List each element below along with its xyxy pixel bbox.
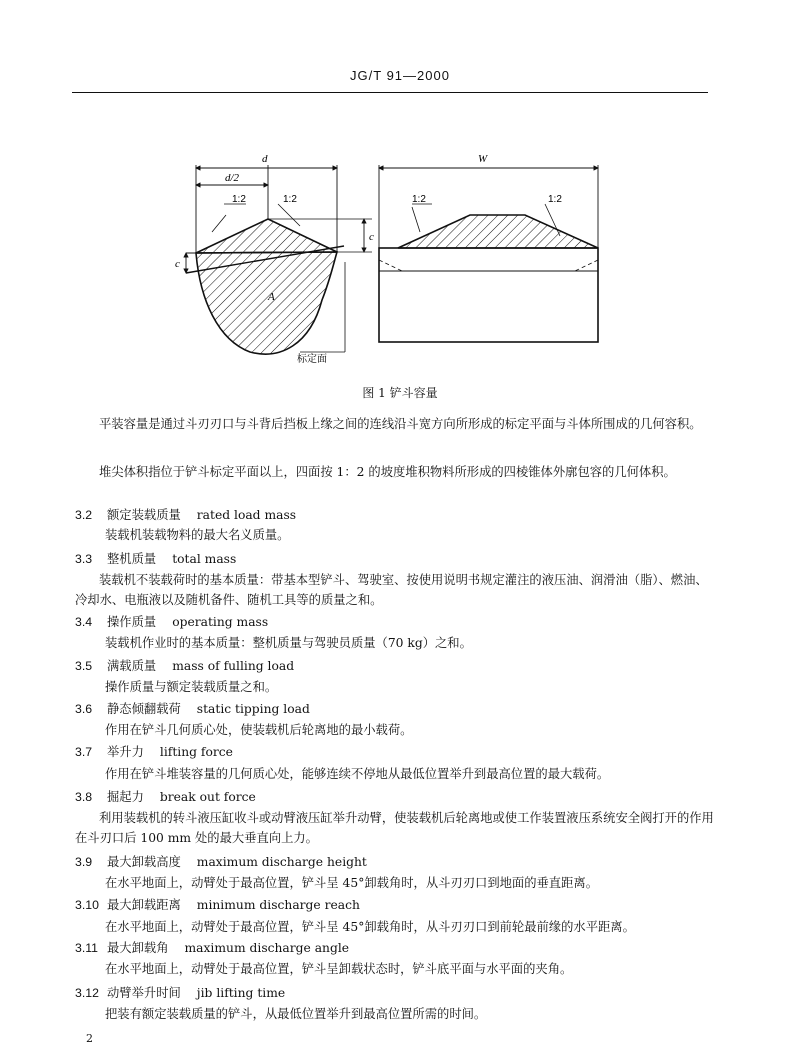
term-zh: 满载质量 [107,659,157,673]
term-zh: 掘起力 [107,790,144,804]
term-en: maximum discharge height [196,855,367,869]
term-number: 3.3 [75,552,93,566]
term-heading [75,699,310,719]
term-en: mass of fulling load [172,659,295,673]
heap-section [196,219,337,253]
term-zh: 最大卸载距离 [107,898,181,912]
term-definition: 装载机作业时的基本质量：整机质量与驾驶员质量（70 kg）之和。 [105,636,472,650]
label-a: A [268,291,275,303]
paragraph-flat-capacity: 平装容量是通过斗刃刃口与斗背后挡板上缘之间的连线沿斗宽方向所形成的标定平面与斗体所围成的几何容积。 [99,417,702,431]
term-zh: 最大卸载角 [107,941,169,955]
term-number: 3.2 [75,508,93,522]
term-number: 3.9 [75,855,93,869]
term-number: 3.7 [75,745,93,759]
bucket-front [379,248,598,342]
front-view [379,153,598,342]
term-en: minimum discharge reach [196,898,360,912]
term-number: 3.5 [75,659,93,673]
slope-left: 1:2 [232,194,246,205]
term-en: rated load mass [196,508,297,522]
term-number: 3.10 [75,898,99,912]
term-zh: 静态倾翻载荷 [107,702,181,716]
term-en: operating mass [172,615,269,629]
term-en: static tipping load [196,702,310,716]
term-definition: 装载机不装载荷时的基本质量：带基本型铲斗、驾驶室、按使用说明书规定灌注的液压油、润滑油（脂）、燃油、冷却水、电瓶液以及随机备件、随机工具等的质量之和。 [75,573,708,607]
dim-c: c [369,231,374,243]
term-heading [75,612,268,632]
term-heading [75,852,367,872]
term-definition: 操作质量与额定装载质量之和。 [105,680,278,694]
paragraph-heaped-capacity: 堆尖体积指位于铲斗标定平面以上，四面按 1：2 的坡度堆积物料所形成的四棱锥体外廓包容的几何体积。 [99,465,676,479]
term-zh: 举升力 [107,745,144,759]
dim-w: W [478,153,488,165]
term-definition: 在水平地面上，动臂处于最高位置，铲斗呈 45°卸载角时，从斗刃刃口到地面的垂直距离。 [105,876,598,890]
term-zh: 整机质量 [107,552,157,566]
slope-front-left: 1:2 [412,194,426,205]
term-definition: 在水平地面上，动臂处于最高位置，铲斗呈卸载状态时，铲斗底平面与水平面的夹角。 [105,962,573,976]
term-number: 3.6 [75,702,93,716]
term-zh: 最大卸载高度 [107,855,181,869]
term-en: jib lifting time [196,986,286,1000]
term-zh: 动臂举升时间 [107,986,181,1000]
term-heading [75,742,233,762]
term-definition: 在水平地面上，动臂处于最高位置，铲斗呈 45°卸载角时，从斗刃刃口到前轮最前缘的水平距离。 [105,920,635,934]
term-en: total mass [172,552,237,566]
figure-caption: 图 1 铲斗容量 [362,386,438,400]
dim-c-left: c [175,258,180,270]
term-definition: 作用在铲斗堆装容量的几何质心处，能够连续不停地从最低位置举升到最高位置的最大载荷。 [105,767,610,781]
term-en: break out force [159,790,256,804]
term-heading [75,983,285,1003]
term-heading [75,505,296,525]
term-heading [75,787,256,807]
term-definition: 把装有额定装载质量的铲斗，从最低位置举升到最高位置所需的时间。 [105,1007,487,1021]
term-zh: 操作质量 [107,615,157,629]
bucket-capacity-figure [0,0,800,380]
term-heading [75,549,236,569]
slope-front-right: 1:2 [548,194,562,205]
dim-d: d [262,153,268,165]
term-en: lifting force [159,745,233,759]
term-definition: 装载机装载物料的最大名义质量。 [105,528,290,542]
term-definition: 作用在铲斗几何质心处，使装载机后轮离地的最小载荷。 [105,723,413,737]
term-number: 3.4 [75,615,93,629]
term-number: 3.8 [75,790,93,804]
datum-label: 标定面 [297,354,327,365]
term-heading [75,656,294,676]
term-zh: 额定装载质量 [107,508,181,522]
dim-d-half: d/2 [225,172,240,184]
term-number: 3.12 [75,986,99,1000]
slope-right: 1:2 [283,194,297,205]
heap-front [398,215,598,248]
page-header: JG/T 91—2000 [350,68,450,83]
term-heading [75,938,349,958]
side-view [175,153,374,365]
term-number: 3.11 [75,941,99,955]
page-number: 2 [86,1032,93,1045]
term-en: maximum discharge angle [184,941,350,955]
term-definition: 利用装载机的转斗液压缸收斗或动臂液压缸举升动臂，使装载机后轮离地或使工作装置液压系统安全阀打开的作用在斗刃口后 100 mm 处的最大垂直向上力。 [75,811,714,845]
term-heading [75,895,360,915]
